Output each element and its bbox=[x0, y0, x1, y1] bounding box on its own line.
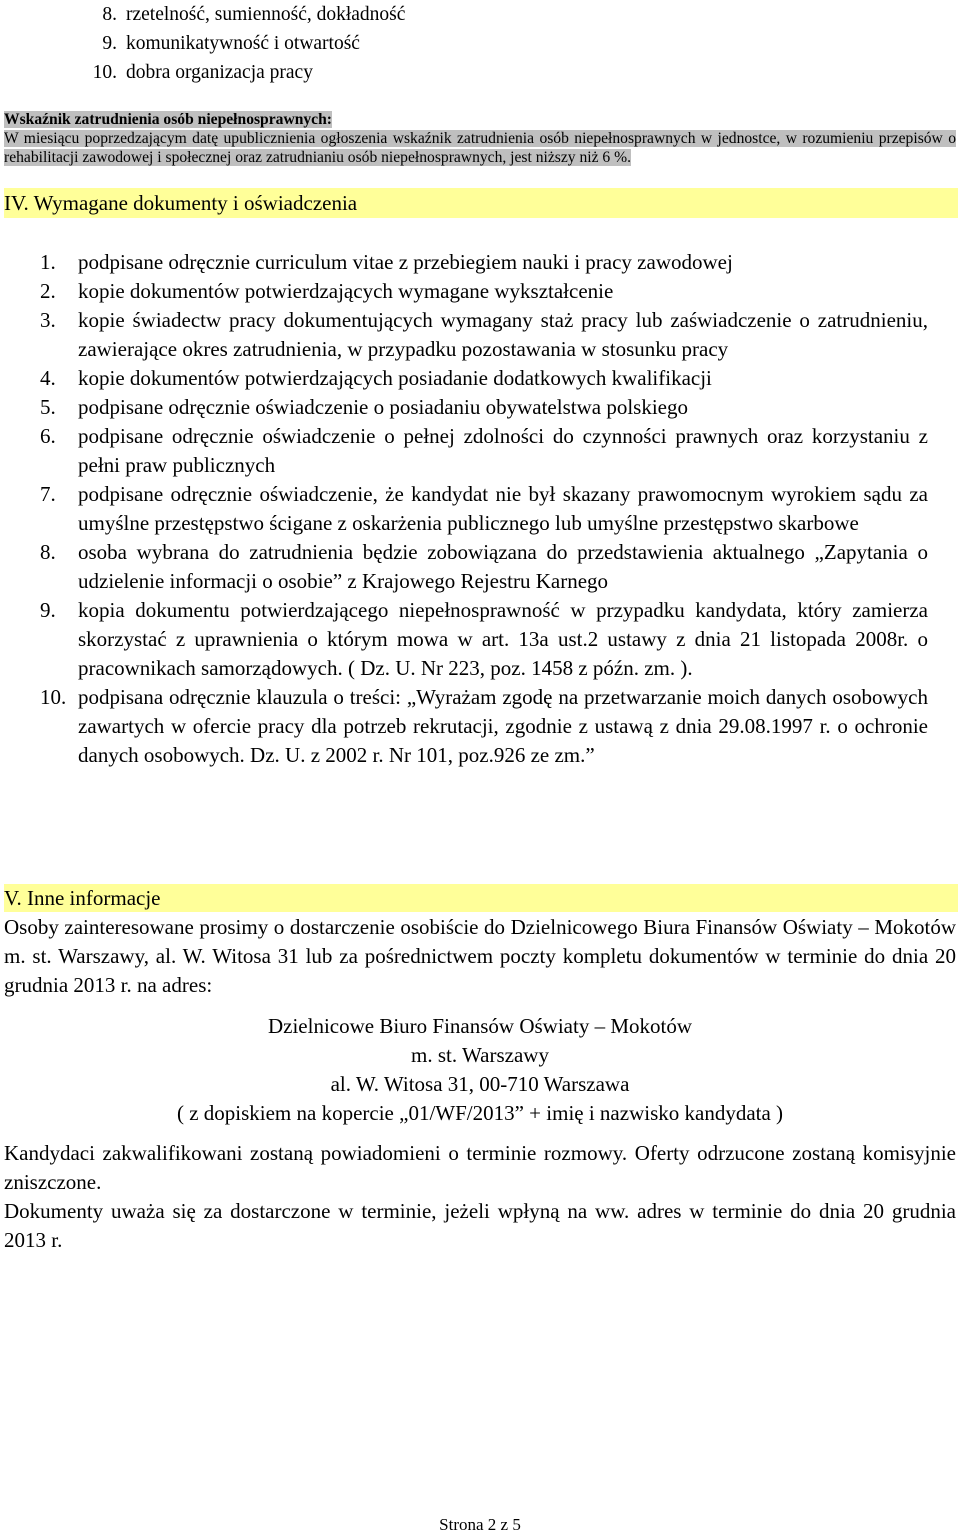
list-item-text: podpisane odręcznie oświadczenie o posiadaniu obywatelstwa polskiego bbox=[78, 395, 688, 419]
submission-info-paragraph: Osoby zainteresowane prosimy o dostarczenie osobiście do Dzielnicowego Biura Finansów Oświaty – Mokotów m. st. Warszawy, al. W. Witosa 31 lub za pośrednictwem poczty kompletu dokumentów w terminie do dnia 20 grudnia 2013 r. na adres: bbox=[4, 915, 956, 997]
list-item bbox=[40, 480, 928, 538]
list-item-number: 10. bbox=[40, 685, 67, 709]
list-item-number: 8. bbox=[40, 540, 56, 564]
list-item bbox=[80, 58, 405, 87]
required-documents-list bbox=[40, 248, 928, 770]
list-item-number: 6. bbox=[40, 424, 56, 448]
list-item-text: kopie dokumentów potwierdzających posiadanie dodatkowych kwalifikacji bbox=[78, 366, 712, 390]
list-item bbox=[40, 422, 928, 480]
section-heading-other-information bbox=[4, 884, 958, 912]
list-item-number: 8. bbox=[102, 4, 117, 25]
list-item bbox=[40, 248, 928, 277]
list-item-text: podpisane odręcznie oświadczenie, że kandydat nie był skazany prawomocnym wyrokiem sądu za umyślne przestępstwo ścigane z oskarżenia publicznego lub umyślne przestępstwo skarbowe bbox=[78, 482, 928, 535]
closing-notes bbox=[4, 1139, 956, 1255]
indicator-title: Wskaźnik zatrudnienia osób niepełnosprawnych: bbox=[4, 111, 332, 128]
postal-address-block bbox=[0, 1012, 960, 1128]
list-item-number: 5. bbox=[40, 395, 56, 419]
list-item-text: kopia dokumentu potwierdzającego niepełnosprawność w przypadku kandydata, który zamierza skorzystać z uprawnienia o którym mowa w art. 13a ust.2 ustawy z dnia 21 listopada 2008r. o pracownikach samorządowych. ( Dz. U. Nr 223, poz. 1458 z późn. zm. ). bbox=[78, 598, 928, 680]
section-heading-required-documents: IV. Wymagane dokumenty i oświadczenia bbox=[4, 188, 958, 218]
list-item bbox=[80, 0, 405, 29]
list-item bbox=[40, 364, 928, 393]
section-title: Inne informacje bbox=[26, 886, 161, 910]
list-item-text: rzetelność, sumienność, dokładność bbox=[126, 4, 406, 25]
address-line: m. st. Warszawy bbox=[411, 1043, 549, 1067]
list-item bbox=[40, 538, 928, 596]
list-item-text: podpisana odręcznie klauzula o treści: „Wyrażam zgodę na przetwarzanie moich danych osobowych zawartych w ofercie pracy dla potrzeb rekrutacji, zgodnie z ustawą z dnia 29.08.1997 r. o ochronie danych osobowych. Dz. U. z 2002 r. Nr 101, poz.926 ze zm.” bbox=[78, 685, 928, 767]
list-item-number: 3. bbox=[40, 308, 56, 332]
list-item-text: kopie dokumentów potwierdzających wymagane wykształcenie bbox=[78, 279, 614, 303]
page-number-footer: Strona 2 z 5 bbox=[439, 1515, 521, 1534]
requirements-list-continued bbox=[80, 0, 405, 87]
employment-indicator-block bbox=[4, 110, 956, 167]
list-item bbox=[80, 29, 405, 58]
list-item-text: komunikatywność i otwartość bbox=[126, 33, 360, 54]
section-number: V. bbox=[4, 886, 22, 910]
list-item-number: 1. bbox=[40, 250, 56, 274]
list-item bbox=[40, 393, 928, 422]
list-item bbox=[40, 683, 928, 770]
list-item-text: osoba wybrana do zatrudnienia będzie zobowiązana do przedstawienia aktualnego „Zapytania o udzielenie informacji o osobie” z Krajowego Rejestru Karnego bbox=[78, 540, 928, 593]
list-item-number: 10. bbox=[92, 62, 117, 83]
closing-paragraph: Kandydaci zakwalifikowani zostaną powiadomieni o terminie rozmowy. Oferty odrzucone zostaną komisyjnie zniszczone. bbox=[4, 1141, 956, 1194]
list-item-text: podpisane odręcznie oświadczenie o pełnej zdolności do czynności prawnych oraz korzystaniu z pełni praw publicznych bbox=[78, 424, 928, 477]
list-item-number: 7. bbox=[40, 482, 56, 506]
address-note: ( z dopiskiem na kopercie „01/WF/2013” + imię i nazwisko kandydata ) bbox=[176, 1101, 784, 1125]
list-item-number: 9. bbox=[40, 598, 56, 622]
list-item bbox=[40, 277, 928, 306]
closing-paragraph: Dokumenty uważa się za dostarczone w terminie, jeżeli wpłyną na ww. adres w terminie do dnia 20 grudnia 2013 r. bbox=[4, 1199, 956, 1252]
list-item-text: dobra organizacja pracy bbox=[126, 62, 313, 83]
indicator-body: W miesiącu poprzedzającym datę upublicznienia ogłoszenia wskaźnik zatrudnienia osób niepełnosprawnych w jednostce, w rozumieniu przepisów o rehabilitacji zawodowej i społecznej oraz zatrudnianiu osób niepełnosprawnych, jest niższy niż 6 %. bbox=[4, 130, 956, 166]
list-item bbox=[40, 596, 928, 683]
list-item-text: podpisane odręcznie curriculum vitae z przebiegiem nauki i pracy zawodowej bbox=[78, 250, 733, 274]
list-item bbox=[40, 306, 928, 364]
address-line: al. W. Witosa 31, 00-710 Warszawa bbox=[330, 1072, 630, 1096]
list-item-number: 2. bbox=[40, 279, 56, 303]
list-item-number: 9. bbox=[102, 33, 117, 54]
list-item-number: 4. bbox=[40, 366, 56, 390]
address-line: Dzielnicowe Biuro Finansów Oświaty – Mokotów bbox=[267, 1014, 693, 1038]
list-item-text: kopie świadectw pracy dokumentujących wymagany staż pracy lub zaświadczenie o zatrudnieniu, zawierające okres zatrudnienia, w przypadku pozostawania w stosunku pracy bbox=[78, 308, 928, 361]
